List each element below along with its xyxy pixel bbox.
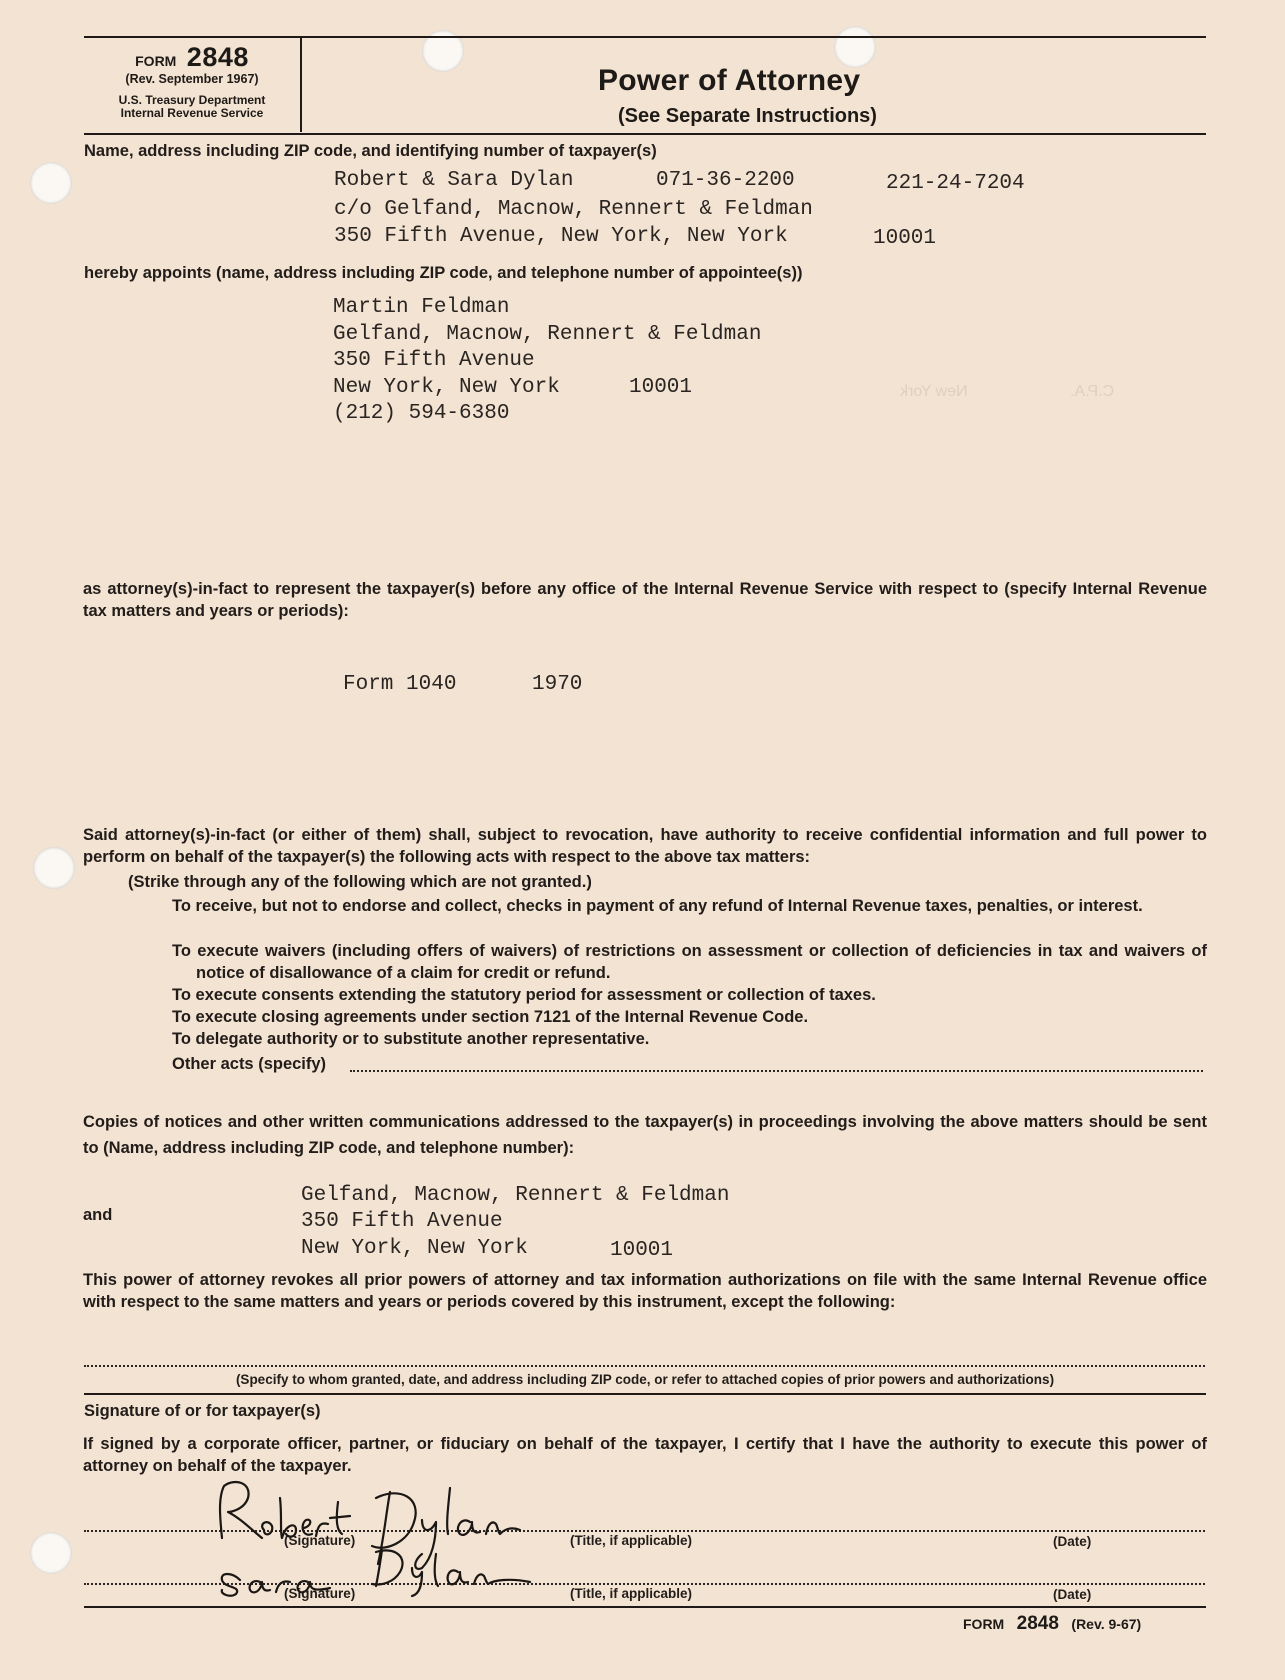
appointee-name: Martin Feldman [333,296,510,319]
title-label: (Title, if applicable) [570,1533,693,1548]
revocation-line [84,1365,1205,1367]
appointee-street: 350 Fifth Avenue [333,349,535,372]
header-divider [300,36,302,132]
taxpayer-names: Robert & Sara Dylan [334,169,574,192]
handwritten-signatures [200,1468,580,1598]
notices-city: New York, New York [301,1237,528,1260]
footer-form-id [963,1613,1141,1635]
punch-hole [33,847,75,889]
title-label: (Title, if applicable) [570,1586,693,1601]
header-bottom-rule [84,133,1206,135]
appointee-label: hereby appoints (name, address including ZIP code, and telephone number of appointee(s)) [84,264,803,282]
date-label: (Date) [1053,1534,1092,1549]
taxpayer-address: 350 Fifth Avenue, New York, New York [334,225,788,248]
appointee-firm: Gelfand, Macnow, Rennert & Feldman [333,323,762,346]
and-label: and [83,1206,113,1224]
matters-form: Form 1040 [343,673,457,696]
date-label: (Date) [1053,1587,1092,1602]
authority-statement: Said attorney(s)-in-fact (or either of them) shall, subject to revocation, have authority to receive confidential information and full power to perform on behalf of the taxpayer(s) the following acts with respect to the above tax matters: [83,826,1207,866]
form-label: FORM [135,53,177,69]
form-revision: (Rev. September 1967) [125,72,259,86]
taxpayer-ssn: 221-24-7204 [886,172,1025,195]
notices-zip: 10001 [610,1239,674,1262]
certify-statement: If signed by a corporate officer, partner, or fiduciary on behalf of the taxpayer, I certify that I have the authority to execute this power of attorney on behalf of the taxpayer. [83,1435,1207,1475]
taxpayer-label: Name, address including ZIP code, and identifying number of taxpayer(s) [84,142,657,160]
revocation-statement: This power of attorney revokes all prior powers of attorney and tax information authorizations on file with the same Internal Revenue office with respect to the same matters and years or periods covered by this instrument, except the following: [83,1271,1207,1311]
signature-stroke-dylan [372,1492,416,1564]
footer-form-label: FORM [963,1616,1005,1632]
matters-year: 1970 [532,673,583,696]
signature-heading: Signature of or for taxpayer(s) [84,1402,321,1420]
notices-street: 350 Fifth Avenue [301,1210,503,1233]
header-top-rule [84,36,1206,38]
footer-revision: (Rev. 9-67) [1071,1616,1142,1632]
section-rule [84,1393,1206,1395]
appointee-city: New York, New York [333,376,560,399]
act-item: To receive, but not to endorse and collect, checks in payment of any refund of Internal Revenue taxes, penalties, or interest. [172,897,1143,915]
bleed-through-text: C.P.A. [1070,383,1115,400]
other-acts-line [350,1070,1203,1072]
form-subtitle: (See Separate Instructions) [618,105,877,127]
agency-line: U.S. Treasury Department [118,93,266,107]
appointee-zip: 10001 [629,376,693,399]
notices-firm: Gelfand, Macnow, Rennert & Feldman [301,1184,730,1207]
taxpayer-care-of: c/o Gelfand, Macnow, Rennert & Feldman [334,198,813,221]
punch-hole [30,162,72,204]
punch-hole [30,1532,72,1574]
appointee-phone: (212) 594-6380 [333,402,510,425]
footer-form-number: 2848 [1016,1613,1059,1634]
act-item: To execute waivers (including offers of waivers) of restrictions on assessment or collection of deficiencies in tax and waivers of notice of disallowance of a claim for credit or refund. [172,942,1207,982]
act-item: To delegate authority or to substitute another representative. [172,1030,650,1048]
agency-line: Internal Revenue Service [120,106,264,120]
act-item: To execute closing agreements under section 7121 of the Internal Revenue Code. [172,1008,809,1026]
signature-stroke-robert [220,1482,262,1538]
form-id-block [84,42,300,120]
revocation-specify-note: (Specify to whom granted, date, and address including ZIP code, or refer to attached copies of prior powers and authorizations) [235,1372,1055,1387]
signature-label: (Signature) [284,1533,356,1548]
signature-label: (Signature) [284,1586,356,1601]
form-title: Power of Attorney [598,64,861,97]
punch-hole [834,26,876,68]
form-number: 2848 [186,42,249,72]
taxpayer-ssn: 071-36-2200 [656,169,795,192]
other-acts-label: Other acts (specify) [172,1055,327,1073]
matters-statement: as attorney(s)-in-fact to represent the taxpayer(s) before any office of the Internal Revenue Service with respect to (specify Internal Revenue tax matters and years or periods): [83,580,1207,620]
strike-note: (Strike through any of the following which are not granted.) [128,873,592,891]
bleed-through-text: New York [900,383,968,400]
signature-stroke-sara [222,1574,240,1596]
notices-statement: Copies of notices and other written communications addressed to the taxpayer(s) in proceedings involving the above matters should be sent to (Name, address including ZIP code, and telephone number): [83,1113,1207,1157]
signature-bottom-rule [84,1606,1206,1608]
act-item: To execute consents extending the statutory period for assessment or collection of taxes. [172,986,876,1004]
taxpayer-zip: 10001 [873,227,937,250]
